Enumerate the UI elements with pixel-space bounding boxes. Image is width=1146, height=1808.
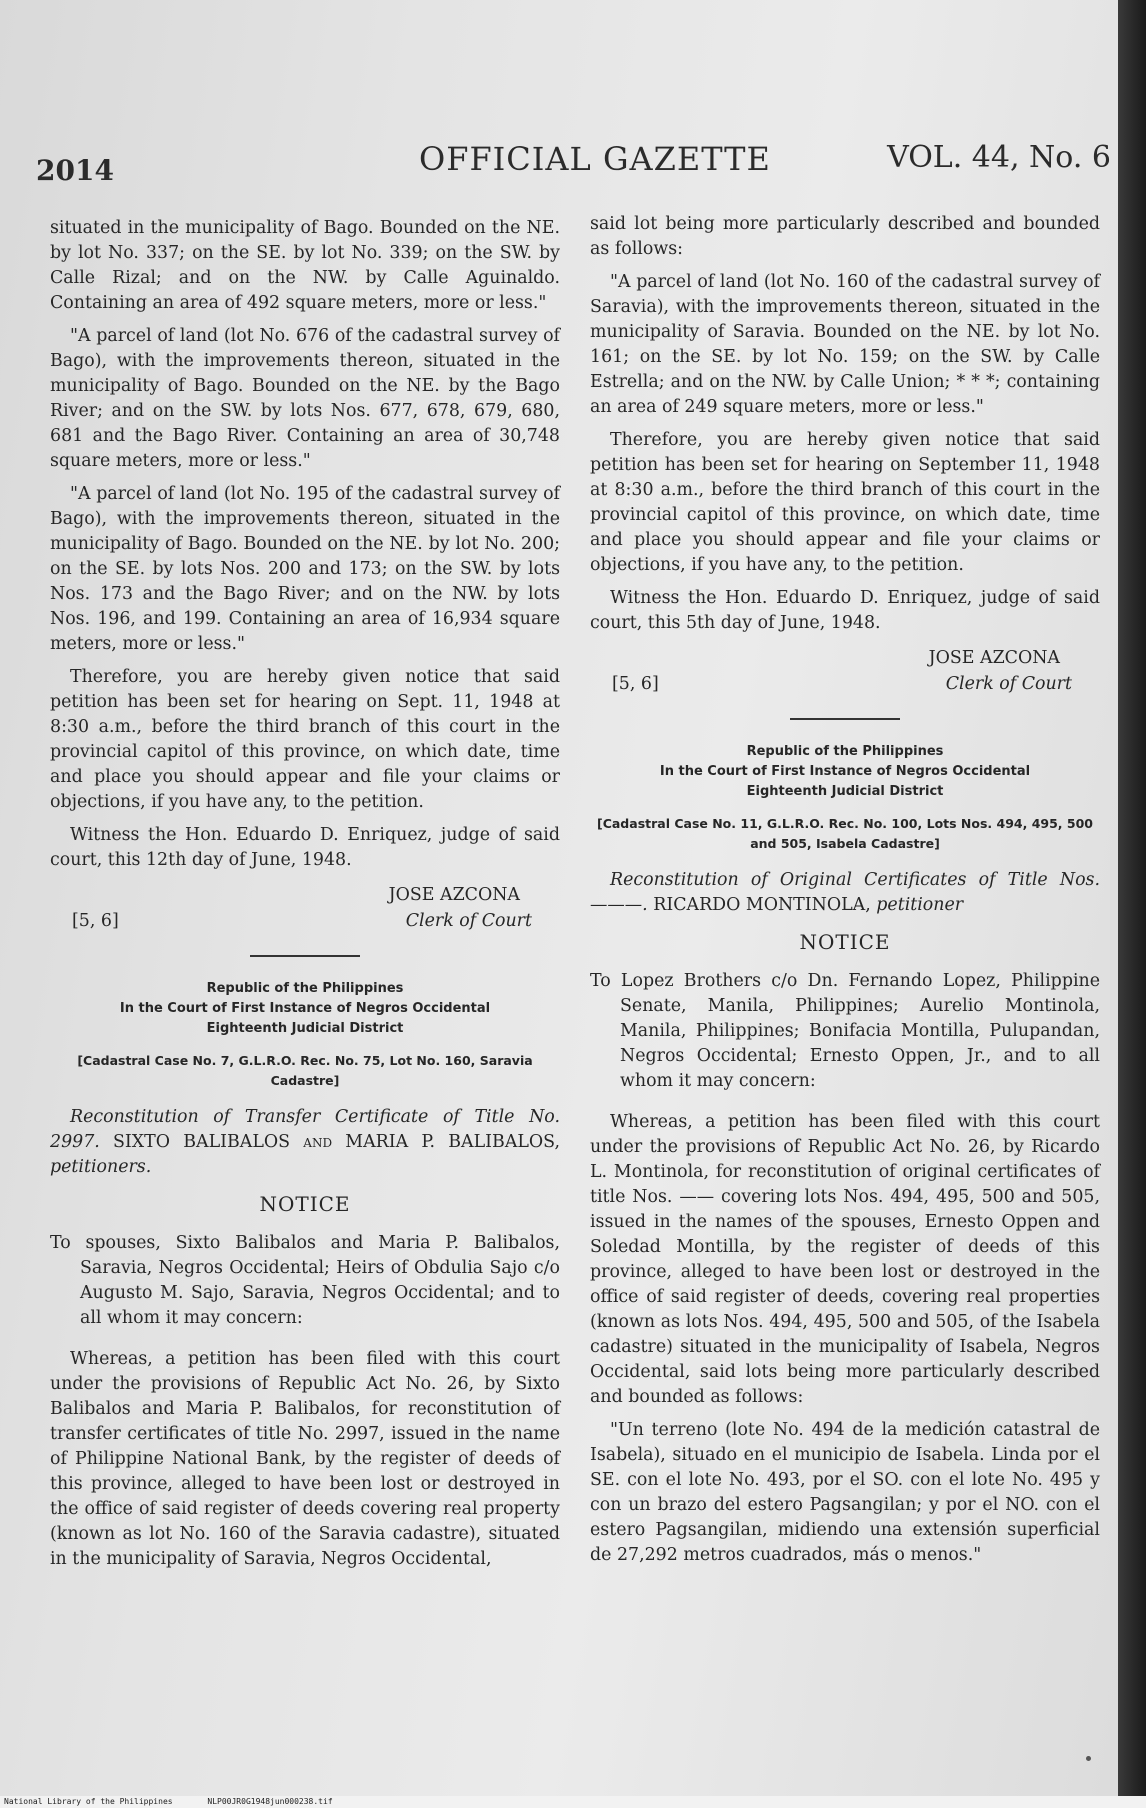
petitioner-label: petitioners. <box>50 1157 152 1177</box>
section-divider <box>790 718 900 720</box>
petitioner-names: RICARDO MONTINOLA, <box>653 895 871 915</box>
scan-filename: NLP00JR0G1948jun000238.tif <box>207 1797 333 1806</box>
notice-heading: NOTICE <box>799 930 891 954</box>
paragraph: Whereas, a petition has been filed with this court under the provisions of Republic Act No. 26, by Sixto Balibalos and Maria P. Balibalos, for reconstitution of transfer certificates of title No. 2997, issued in the name of Philippine National Bank, by the register of deeds of this province, alleged to have been lost or destroyed in the office of said register of deeds covering real property (known as lot No. 160 of the Saravia cadastre), situated in the municipality of Saravia, Negros Occidental, <box>50 1349 560 1569</box>
court-line: Republic of the Philippines <box>746 744 944 759</box>
court-heading <box>50 979 560 1039</box>
court-heading <box>590 742 1100 802</box>
signature-block <box>50 883 560 941</box>
court-line: In the Court of First Instance of Negros Occidental <box>659 764 1031 779</box>
paragraph: Therefore, you are hereby given notice that said petition has been set for hearing on Sept. 11, 1948 at 8:30 a.m., before the third branch of this court in the provincial capitol of this province, on which date, time and place you should appear and file your claims or objections, if you have any, to the petition. <box>50 667 560 812</box>
paragraph: said lot being more particularly described and bounded as follows: <box>590 214 1100 259</box>
page-header <box>36 138 1111 187</box>
paragraph: "A parcel of land (lot No. 676 of the cadastral survey of Bago), with the improvements thereon, situated in the municipality of Bago. Bounded on the NE. by the Bago River; and on the SW. by lots Nos. 677, 678, 679, 680, 681 and the Bago River. Containing an area of 30,748 square meters, more or less." <box>50 326 560 471</box>
addressee-paragraph: To spouses, Sixto Balibalos and Maria P. Balibalos, Saravia, Negros Occidental; Heirs of Obdulia Sajo c/o Augusto M. Sajo, Saravia, Negros Occidental; and to all whom it may concern: <box>50 1233 560 1328</box>
issue-reference: [5, 6] <box>72 911 119 931</box>
paragraph: "A parcel of land (lot No. 160 of the cadastral survey of Saravia), with the improvements thereon, situated in the municipality of Saravia. Bounded on the NE. by lot No. 161; on the SE. by lot No. 159; on the SW. by Calle Estrella; and on the NW. by Calle Union; * * *; containing an area of 249 square meters, more or less." <box>590 272 1100 417</box>
paragraph: "A parcel of land (lot No. 195 of the cadastral survey of Bago), with the improvements thereon, situated in the municipality of Bago. Bounded on the NE. by lot No. 200; on the SE. by lots Nos. 200 and 173; on the SW. by lots Nos. 173 and the Bago River; and on the NW. by lots Nos. 196, and 199. Containing an area of 16,934 square meters, more or less." <box>50 484 560 654</box>
paragraph: Therefore, you are hereby given notice that said petition has been set for hearing on September 11, 1948 at 8:30 a.m., before the third branch of this court in the provincial capitol of this province, on which date, time and place you should appear and file your claims or objections, if you have any, to the petition. <box>590 430 1100 575</box>
signature-block <box>590 646 1100 704</box>
page-number: 2014 <box>36 154 114 187</box>
court-line: Eighteenth Judicial District <box>206 1021 404 1036</box>
signatory-name: JOSE AZCONA <box>928 648 1060 668</box>
ink-dot <box>1086 1756 1091 1761</box>
paragraph: Whereas, a petition has been filed with this court under the provisions of Republic Act No. 26, by Ricardo L. Montinola, for reconstitution of original certificates of title Nos. —— covering lots Nos. 494, 495, 500 and 505, issued in the names of the spouses, Ernesto Oppen and Soledad Montilla, by the register of deeds of this province, alleged to have been lost or destroyed in the office of said register of deeds, covering real properties (known as lots Nos. 494, 495, 500 and 505, of the Isabela cadastre) situated in the municipality of Isabela, Negros Occidental, said lots being more particularly described and bounded as follows: <box>590 1112 1100 1407</box>
issue-reference: [5, 6] <box>612 674 659 694</box>
case-title-italic: Reconstitution of Original Certificates of Title Nos. <box>610 870 1100 890</box>
signatory-name: JOSE AZCONA <box>388 885 520 905</box>
page-binding-shadow <box>1118 0 1146 1808</box>
publication-title: OFFICIAL GAZETTE <box>419 140 771 178</box>
paragraph: Witness the Hon. Eduardo D. Enriquez, judge of said court, this 12th day of June, 1948. <box>50 825 560 870</box>
right-column <box>590 212 1100 1576</box>
case-title-italic: Reconstitution of Transfer Certificate of Title No. 2997. <box>50 1107 560 1152</box>
paragraph: Witness the Hon. Eduardo D. Enriquez, judge of said court, this 5th day of June, 1948. <box>590 588 1100 633</box>
case-caption: [Cadastral Case No. 7, G.L.R.O. Rec. No. 75, Lot No. 160, Saravia Cadastre] <box>77 1053 533 1088</box>
case-title <box>50 1105 560 1180</box>
left-column <box>50 216 560 1580</box>
signatory-role: Clerk of Court <box>405 911 532 931</box>
case-title <box>590 868 1100 918</box>
title-number-blank: ———. <box>590 895 648 915</box>
section-divider <box>250 955 360 957</box>
case-caption: [Cadastral Case No. 11, G.L.R.O. Rec. No. 100, Lots Nos. 494, 495, 500 and 505, Isabela Cadastre] <box>596 816 1093 851</box>
scan-footer <box>0 1796 1146 1808</box>
addressee-paragraph: To Lopez Brothers c/o Dn. Fernando Lopez, Philippine Senate, Manila, Philippines; Aurelio Montinola, Manila, Philippines; Bonifacia Montilla, Pulupandan, Negros Occidental; Ernesto Oppen, Jr., and to all whom it may concern: <box>590 971 1100 1091</box>
petitioner-names: SIXTO BALIBALOS and MARIA P. BALIBALOS, <box>113 1132 561 1152</box>
notice-heading: NOTICE <box>259 1192 351 1216</box>
court-line: Republic of the Philippines <box>206 981 404 996</box>
paragraph: situated in the municipality of Bago. Bounded on the NE. by lot No. 337; on the SE. by lot No. 339; on the SW. by Calle Rizal; and on the NW. by Calle Aguinaldo. Containing an area of 492 square meters, more or less." <box>50 218 560 313</box>
petitioner-label: petitioner <box>876 895 964 915</box>
scan-source: National Library of the Philippines <box>4 1797 173 1806</box>
paragraph: "Un terreno (lote No. 494 de la medición catastral de Isabela), situado en el municipio de Isabela. Linda por el SE. con el lote No. 493, por el SO. con el lote No. 495 y con un brazo del estero Pagsangilan; y por el NO. con el estero Pagsangilan, midiendo una extensión superficial de 27,292 metros cuadrados, más o menos." <box>590 1420 1100 1565</box>
signatory-role: Clerk of Court <box>945 674 1072 694</box>
volume-label: VOL. 44, No. 6 <box>887 140 1111 175</box>
court-line: Eighteenth Judicial District <box>746 784 944 799</box>
court-line: In the Court of First Instance of Negros Occidental <box>119 1001 491 1016</box>
